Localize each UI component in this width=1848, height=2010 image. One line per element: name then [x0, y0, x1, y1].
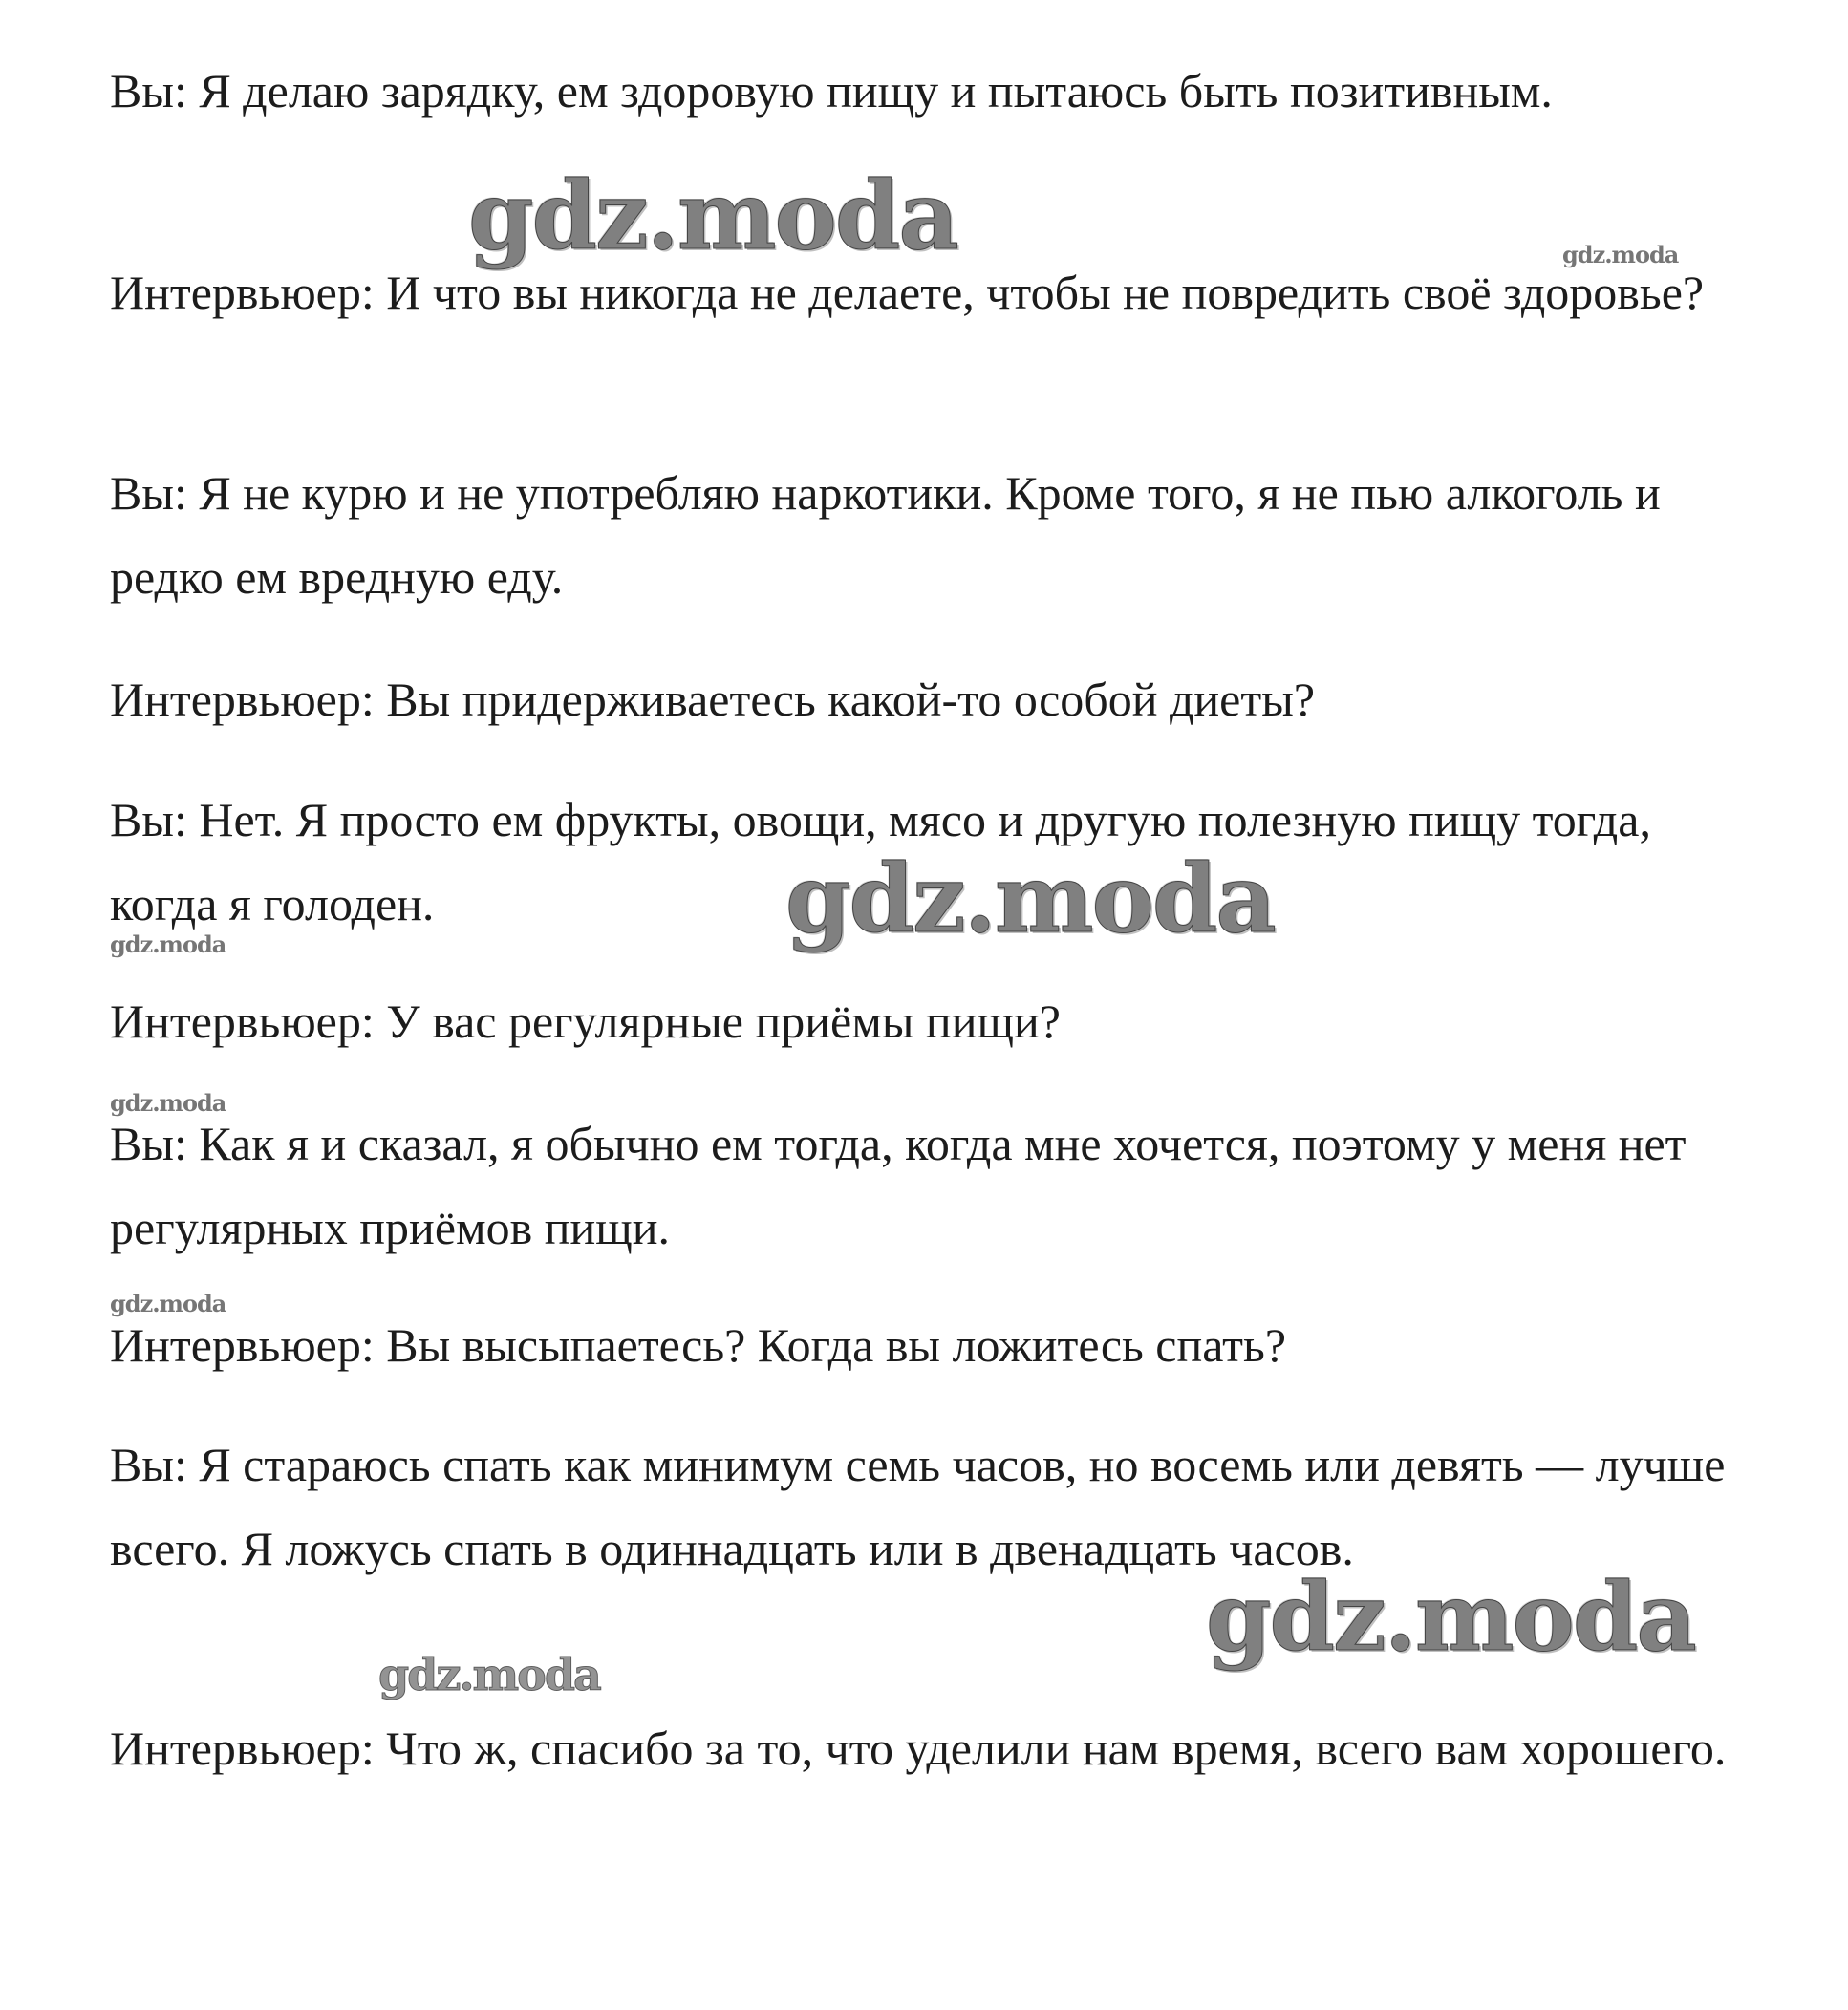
dialogue-line-1: Вы: Я делаю зарядку, ем здоровую пищу и пытаюсь быть позитивным.	[110, 64, 1553, 118]
watermark-logo: gdz.moda	[1206, 1563, 1695, 1673]
dialogue-line-5: Вы: Нет. Я просто ем фрукты, овощи, мясо и другую полезную пищу тогда, когда я голоден.	[110, 793, 1651, 930]
watermark-logo: gdz.moda	[468, 161, 957, 271]
dialogue-line-7: Вы: Как я и сказал, я обычно ем тогда, когда мне хочется, поэтому у меня нет регулярных приёмов пищи.	[110, 1117, 1687, 1254]
watermark-logo: gdz.moda	[110, 930, 226, 958]
dialogue-line-2: Интервьюер: И что вы никогда не делаете, чтобы не повредить своё здоровье?	[110, 266, 1705, 319]
watermark-logo: gdz.moda	[1562, 241, 1679, 268]
dialogue-line-6: Интервьюер: У вас регулярные приёмы пищи?	[110, 994, 1061, 1048]
dialogue-line-8: Интервьюер: Вы высыпаетесь? Когда вы ложитесь спать?	[110, 1318, 1287, 1372]
dialogue-line-10: Интервьюер: Что ж, спасибо за то, что уделили нам время, всего вам хорошего.	[110, 1721, 1727, 1775]
watermark-logo: gdz.moda	[785, 845, 1275, 954]
dialogue-line-3: Вы: Я не курю и не употребляю наркотики. Кроме того, я не пью алкоголь и редко ем вредную еду.	[110, 466, 1661, 604]
watermark-logo: gdz.moda	[110, 1089, 226, 1117]
watermark-logo: gdz.moda	[378, 1649, 600, 1700]
dialogue-line-9: Вы: Я стараюсь спать как минимум семь часов, но восемь или девять — лучше всего. Я ложусь спать в одиннадцать или в двенадцать часов.	[110, 1438, 1726, 1575]
dialogue-line-4: Интервьюер: Вы придерживаетесь какой-то особой диеты?	[110, 673, 1316, 726]
watermark-logo: gdz.moda	[110, 1290, 226, 1317]
